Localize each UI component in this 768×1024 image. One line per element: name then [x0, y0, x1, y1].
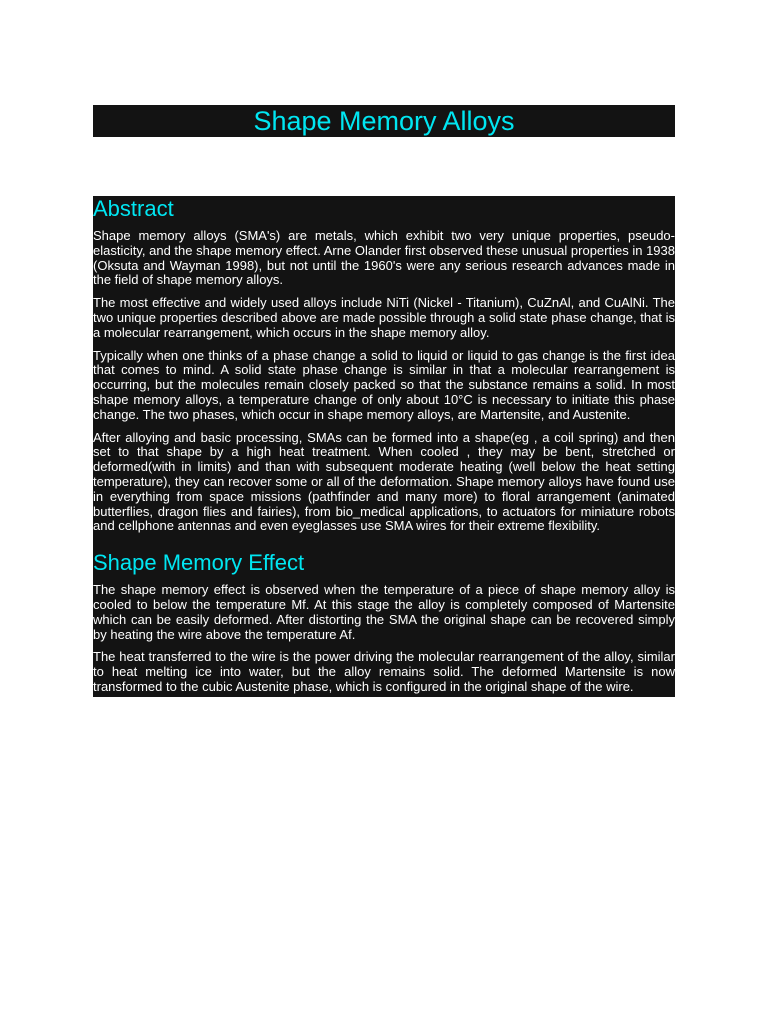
document-body: [93, 196, 675, 697]
page-title: Shape Memory Alloys: [93, 105, 675, 137]
section-heading-shape-memory-effect: Shape Memory Effect: [93, 550, 305, 576]
abstract-paragraph-1: Shape memory alloys (SMA's) are metals, which exhibit two very unique properties, pseudo-elasticity, and the shape memory effect. Arne Olander first observed these unusual properties in 1938 (Oksuta and Wayman 1998), but not until the 1960's were any serious research advances made in the field of shape memory alloys.: [93, 228, 675, 288]
effect-paragraph-2: The heat transferred to the wire is the power driving the molecular rearrangement of the alloy, similar to heat melting ice into water, but the alloy remains solid. The deformed Martensite is now transformed to the cubic Austenite phase, which is configured in the original shape of the wire.: [93, 649, 675, 694]
abstract-paragraph-4: After alloying and basic processing, SMAs can be formed into a shape(eg , a coil spring) and then set to that shape by a high heat treatment. When cooled , they may be bent, stretched or deformed(with in limits) and than with subsequent moderate heating (well below the heat setting temperature), they can recover some or all of the deformation. Shape memory alloys have found use in everything from space missions (pathfinder and many more) to floral arrangement (animated butterflies, dragon flies and fairies), from bio_medical applications, to actuators for miniature robots and cellphone antennas and even eyeglasses use SMA wires for their extreme flexibility.: [93, 429, 675, 534]
section-heading-abstract: Abstract: [93, 196, 174, 221]
abstract-paragraph-2: The most effective and widely used alloys include NiTi (Nickel - Titanium), CuZnAl, and CuAlNi. The two unique properties described above are made possible through a solid state phase change, that is a molecular rearrangement, which occurs in the shape memory alloy.: [93, 295, 675, 340]
abstract-paragraph-3: Typically when one thinks of a phase change a solid to liquid or liquid to gas change is the first idea that comes to mind. A solid state phase change is similar in that a molecular rearrangement is occurring, but the molecules remain closely packed so that the substance remains a solid. In most shape memory alloys, a temperature change of only about 10°C is necessary to initiate this phase change. The two phases, which occur in shape memory alloys, are Martensite, and Austenite.: [93, 347, 675, 422]
effect-paragraph-1: The shape memory effect is observed when the temperature of a piece of shape memory alloy is cooled to below the temperature Mf. At this stage the alloy is completely composed of Martensite which can be easily deformed. After distorting the SMA the original shape can be recovered simply by heating the wire above the temperature Af.: [93, 582, 675, 642]
